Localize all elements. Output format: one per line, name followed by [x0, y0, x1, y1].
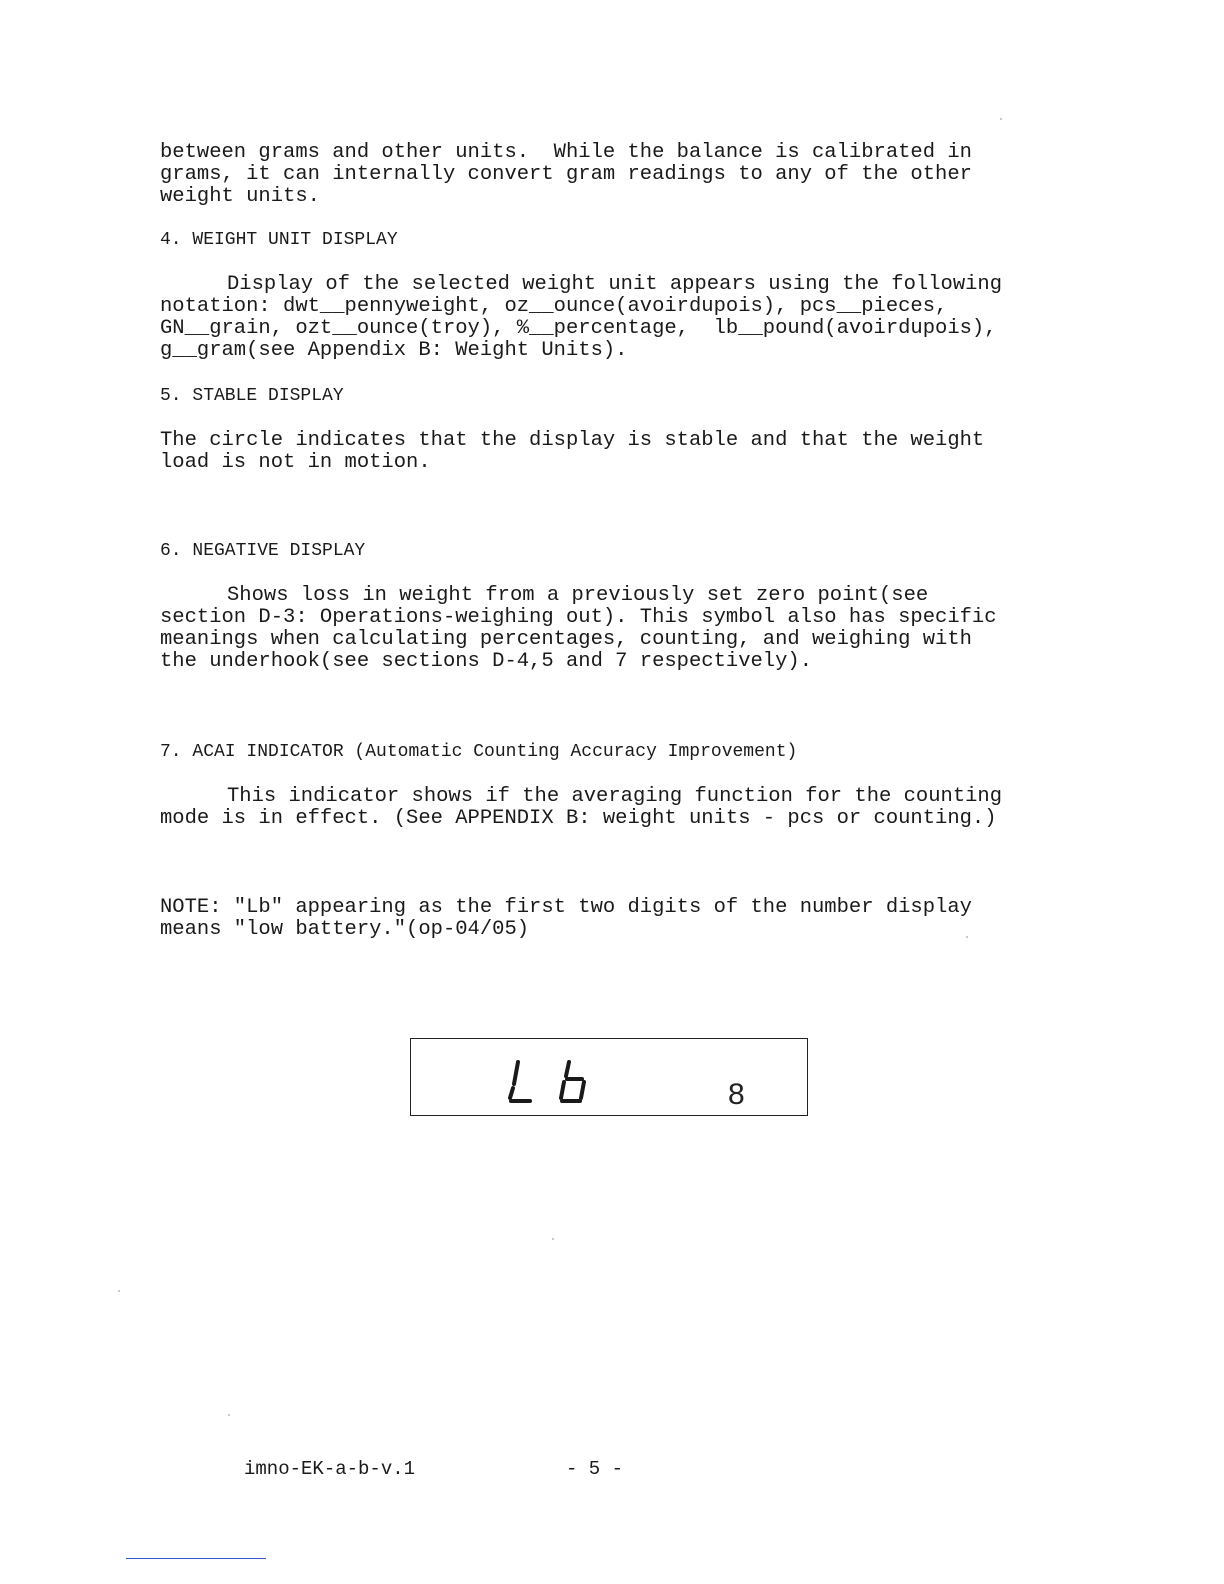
intro-line: between grams and other units. While the balance is calibrated in — [160, 141, 972, 164]
scan-speck — [1000, 118, 1002, 120]
intro-line: weight units. — [160, 185, 320, 208]
body-line: the underhook(see sections D-4,5 and 7 respectively). — [160, 650, 813, 673]
document-code: imno-EK-a-b-v.1 — [244, 1458, 416, 1480]
note-line: means "low battery."(op-04/05) — [160, 918, 530, 941]
section-heading-acai-indicator: 7. ACAI INDICATOR (Automatic Counting Accuracy Improvement) — [160, 742, 798, 762]
scan-speck — [966, 936, 968, 938]
body-line: g__gram(see Appendix B: Weight Units). — [160, 339, 628, 362]
scan-speck — [118, 1290, 120, 1292]
body-line: meanings when calculating percentages, counting, and weighing with — [160, 628, 972, 651]
section-heading-weight-unit-display: 4. WEIGHT UNIT DISPLAY — [160, 230, 398, 250]
scan-speck — [228, 1414, 230, 1416]
body-line: This indicator shows if the averaging function for the counting — [227, 785, 1003, 808]
bottom-rule — [126, 1558, 266, 1559]
body-line: GN__grain, ozt__ounce(troy), %__percentage, lb__pound(avoirdupois), — [160, 317, 997, 340]
note-line: NOTE: "Lb" appearing as the first two digits of the number display — [160, 896, 972, 919]
section-heading-negative-display: 6. NEGATIVE DISPLAY — [160, 541, 366, 561]
body-line: notation: dwt__pennyweight, oz__ounce(avoirdupois), pcs__pieces, — [160, 295, 948, 318]
body-line: Display of the selected weight unit appears using the following — [227, 273, 1003, 296]
body-line: section D-3: Operations-weighing out). This symbol also has specific — [160, 606, 997, 629]
body-line: mode is in effect. (See APPENDIX B: weight units - pcs or counting.) — [160, 807, 997, 830]
body-line: Shows loss in weight from a previously set zero point(see — [227, 584, 929, 607]
body-line: The circle indicates that the display is stable and that the weight — [160, 429, 985, 452]
body-line: load is not in motion. — [160, 451, 431, 474]
section-heading-stable-display: 5. STABLE DISPLAY — [160, 386, 344, 406]
intro-line: grams, it can internally convert gram readings to any of the other — [160, 163, 972, 186]
scan-speck — [552, 1238, 554, 1240]
lcd-digit: 8 — [728, 1078, 745, 1111]
page-number: - 5 - — [566, 1458, 624, 1480]
